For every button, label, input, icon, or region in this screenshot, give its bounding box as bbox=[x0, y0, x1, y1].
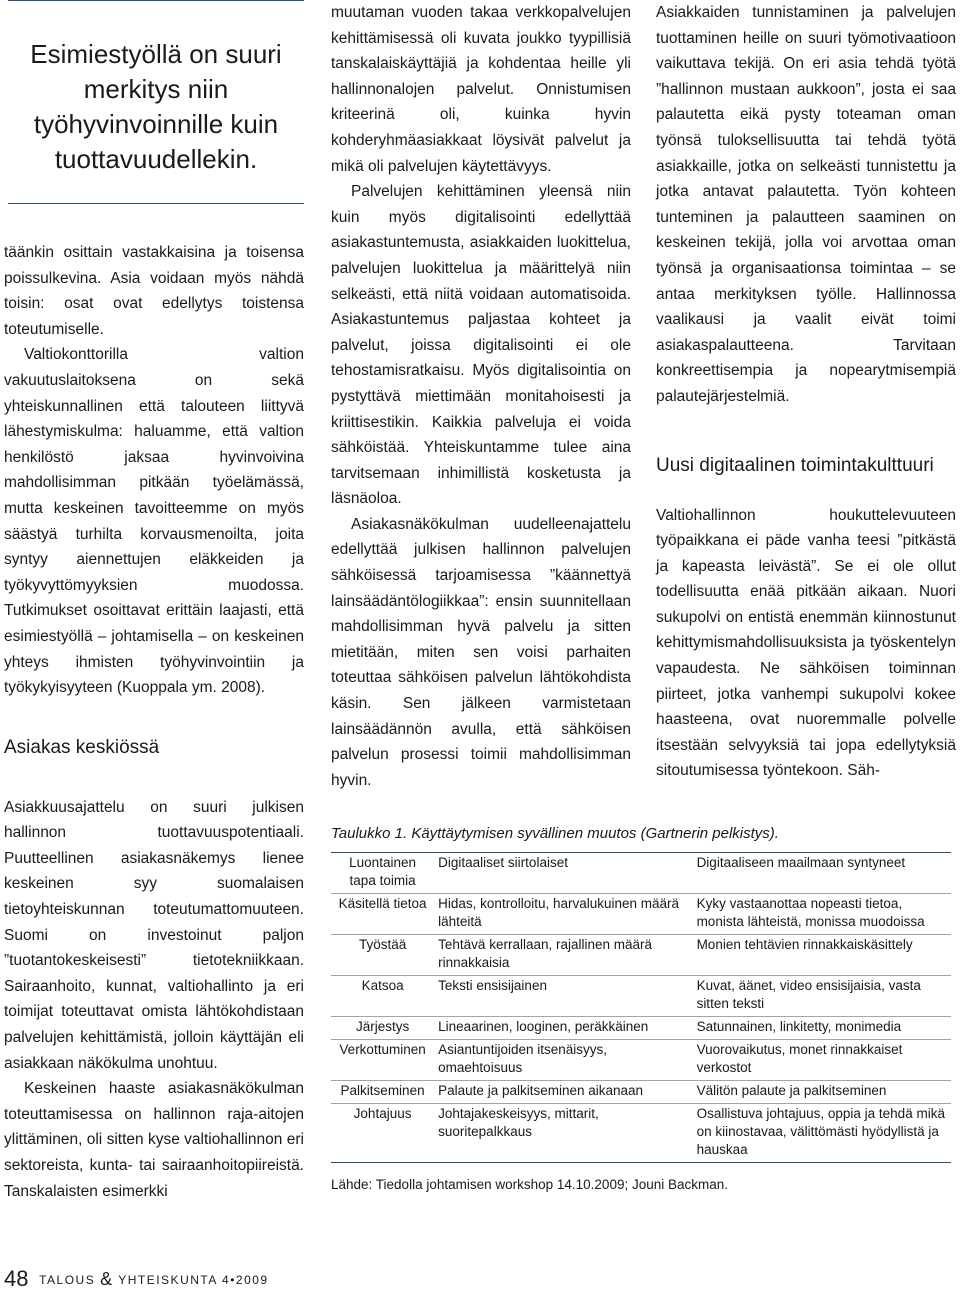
table-cell: Järjestys bbox=[331, 1017, 434, 1040]
pullquote: Esimiestyöllä on suuri merkitys niin työhyvinvoinnille kuin tuottavuudellekin. bbox=[8, 1, 304, 204]
table-row bbox=[331, 1017, 951, 1040]
table-row bbox=[331, 976, 951, 1017]
table-cell: Osallistuva johtajuus, oppia ja tehdä mikä on kiinostavaa, välittömästi hyödyllistä ja hauskaa bbox=[693, 1104, 951, 1163]
table-cell: Hidas, kontrolloitu, harvalukuinen määrä lähteitä bbox=[434, 894, 692, 935]
table-cell: Käsitellä tietoa bbox=[331, 894, 434, 935]
table-row bbox=[331, 1104, 951, 1163]
table-cell: Verkottuminen bbox=[331, 1040, 434, 1081]
table-cell: Teksti ensisijainen bbox=[434, 976, 692, 1017]
publication-name-b: YHTEISKUNTA bbox=[118, 1273, 218, 1287]
issue-number: 4•2009 bbox=[222, 1273, 269, 1287]
page-number: 48 bbox=[4, 1266, 29, 1291]
table-cell: Tehtävä kerrallaan, rajallinen määrä rinnakkaisia bbox=[434, 935, 692, 976]
publication-ampersand: & bbox=[100, 1269, 114, 1289]
table-cell: Lineaarinen, looginen, peräkkäinen bbox=[434, 1017, 692, 1040]
table-row bbox=[331, 1040, 951, 1081]
pullquote-box bbox=[8, 0, 304, 204]
paragraph: Valtiohallinnon houkuttelevuuteen työpaikkana ei päde vanha teesi ”pitkästä ja kapeasta leivästä”. Se ei ole ollut todellisuutta enää pitkään aikaan. Nuori sukupolvi on entistä enemmän kiinnostunut kehittymismahdollisuuksista ja työskentelyn vapaudesta. Ne sähköisen toiminnan piirteet, jotka vanhempi sukupolvi kokee haasteena, ovat nuoremmalle polvelle itsestään selvyyksiä tai jopa edellytyksiä sitoutumisessa työntekoon. Säh- bbox=[656, 506, 956, 780]
paragraph: Asiakasnäkökulman uudelleenajattelu edellyttää julkisen hallinnon palvelujen sähköisessä tarjoamisessa ”käännettyä lainsäädäntölogiikkaa”: ensin suunnitellaan mahdollisimman hyvä palvelu ja sitten mietitään, miten sen voisi parhaiten toteuttaa sähköisen palvelun lähtökohdista käsin. Sen jälkeen varmistetaan lainsäädännön avulla, että sähköisen palvelun prosessi toimii mahdollisimman hyvin. bbox=[331, 515, 631, 789]
table-header-cell: Luontainen tapa toimia bbox=[331, 853, 434, 894]
paragraph: Asiakkuusajattelu on suuri julkisen hallinnon tuottavuuspotentiaali. Puutteellinen asiakasnäkemys lienee keskeinen syy suomalaisen tietoyhteiskunnan toteutumattomuuteen. Suomi on investoinut paljon ”tuotantokeskeisesti” tietotekniikkaan. Sairaanhoito, kunnat, valtiohallinto ja eri toimijat toteuttavat omista lähtökohdistaan palvelujen kehittämistä, jolloin käyttäjän eli asiakkaan näkökulma unohtuu. bbox=[4, 798, 304, 1072]
paragraph: täänkin osittain vastakkaisina ja toisensa poissulkevina. Asia voidaan myös nähdä toisin: osat ovat edellytys toistensa toteutumiselle. bbox=[4, 244, 304, 338]
column-2 bbox=[331, 0, 631, 793]
table-cell: Satunnainen, linkitetty, monimedia bbox=[693, 1017, 951, 1040]
table-cell: Palkitseminen bbox=[331, 1081, 434, 1104]
table-row bbox=[331, 894, 951, 935]
table-cell: Vuorovaikutus, monet rinnakkaiset verkostot bbox=[693, 1040, 951, 1081]
table-caption: Taulukko 1. Käyttäytymisen syvällinen muutos (Gartnerin pelkistys). bbox=[331, 825, 779, 842]
table-cell: Palaute ja palkitseminen aikanaan bbox=[434, 1081, 692, 1104]
table-cell: Työstää bbox=[331, 935, 434, 976]
column-3 bbox=[656, 0, 956, 784]
table-block bbox=[331, 825, 957, 1192]
table-header-cell: Digitaaliseen maailmaan syntyneet bbox=[693, 853, 951, 894]
paragraph: Keskeinen haaste asiakasnäkökulman toteuttamisessa on hallinnon raja-aitojen ylittäminen, oli sitten kyse valtiohallinnon eri sektoreista, kunta- tai sairaanhoitopiireistä. Tanskalaisten esimerkki bbox=[4, 1080, 304, 1200]
page-footer bbox=[4, 1266, 269, 1292]
paragraph: Valtiokonttorilla valtion vakuutuslaitoksena on sekä yhteiskunnallinen että talouteen liittyvä lähestymiskulma: haluamme, että valtion henkilöstö jaksaa hyvinvoivina mahdollisimman pitkään työelämässä, mutta keskeinen tavoitteemme on myös säästyä turhilta korvausmenoilta, joita syntyy aiennettujen eläkkeiden ja työkyvyttömyyksien muodossa. Tutkimukset osoittavat erittäin laajasti, että esimiestyöllä – johtamisella – on keskeinen yhteys ihmisten työhyvinvointiin ja työkykyisyyteen (Kuoppala ym. 2008). bbox=[4, 346, 304, 697]
table-row bbox=[331, 1081, 951, 1104]
table-cell: Välitön palaute ja palkitseminen bbox=[693, 1081, 951, 1104]
table-source: Lähde: Tiedolla johtamisen workshop 14.10.2009; Jouni Backman. bbox=[331, 1177, 729, 1192]
behavior-table bbox=[331, 852, 951, 1163]
table-cell: Johtajuus bbox=[331, 1104, 434, 1163]
section-heading: Asiakas keskiössä bbox=[4, 736, 160, 758]
table-cell: Katsoa bbox=[331, 976, 434, 1017]
table-cell: Johtajakeskeisyys, mittarit, suoritepalkkaus bbox=[434, 1104, 692, 1163]
section-heading: Uusi digitaalinen toimintakulttuuri bbox=[656, 454, 934, 476]
table-header-row bbox=[331, 853, 951, 894]
column-1 bbox=[4, 0, 304, 1204]
table-cell: Kyky vastaanottaa nopeasti tietoa, monista lähteistä, monissa muodoissa bbox=[693, 894, 951, 935]
table-cell: Kuvat, äänet, video ensisijaisia, vasta sitten teksti bbox=[693, 976, 951, 1017]
table-cell: Asiantuntijoiden itsenäisyys, omaehtoisuus bbox=[434, 1040, 692, 1081]
publication-name-a: TALOUS bbox=[39, 1273, 96, 1287]
table-row bbox=[331, 935, 951, 976]
paragraph: Palvelujen kehittäminen yleensä niin kuin myös digitalisointi edellyttää asiakastuntemusta, asiakkaiden luokittelua, palvelujen luokittelua ja määrittelyä niin selkeästi, että niitä voidaan automatisoida. Asiakastuntemus paljastaa kohteet ja palvelut, joissa digitalisointi ei ole tehostamisratkaisu. Myös digitalisointia on pystyttävä miettimään monitahoisesti ja kriittisestikin. Kaikkia palveluja ei voida sähköistää. Yhteiskuntamme tulee aina tarvitsemaan inhimillistä kosketusta ja läsnäoloa. bbox=[331, 183, 631, 508]
paragraph: Asiakkaiden tunnistaminen ja palvelujen tuottaminen heille on suuri työmotivaatioon vaikuttava tekijä. On eri asia tehdä työtä ”hallinnon mustaan aukkoon”, josta ei saa palautetta eikä pysty toteaman oman työnsä tuloksellisuutta tai tehdä työtä asiakkaille, jotka on selkeästi tunnistettu ja jotka antavat palautetta. Työn kohteen tunteminen ja palautteen saaminen on keskeinen tekijä, jolla voi arvottaa oman työnsä ja organisaationsa toimintaa – se antaa merkityksen työlle. Hallinnossa vaalikausi ja vaalit eivät toimi asiakaspalautteena. Tarvitaan konkreettisempia ja nopearytmisempiä palautejärjestelmiä. bbox=[656, 4, 956, 405]
paragraph: muutaman vuoden takaa verkkopalvelujen kehittämisessä oli kuvata joukko tyypillisiä tanskalaiskäyttäjiä ja kohdentaa heille yli hallinnonalojen palvelut. Onnistumisen kriteerinä oli, kuinka hyvin kohderyhmäasiakkaat löysivät palvelut ja mikä oli palvelujen käytettävyys. bbox=[331, 4, 631, 175]
table-header-cell: Digitaaliset siirtolaiset bbox=[434, 853, 692, 894]
table-cell: Monien tehtävien rinnakkaiskäsittely bbox=[693, 935, 951, 976]
